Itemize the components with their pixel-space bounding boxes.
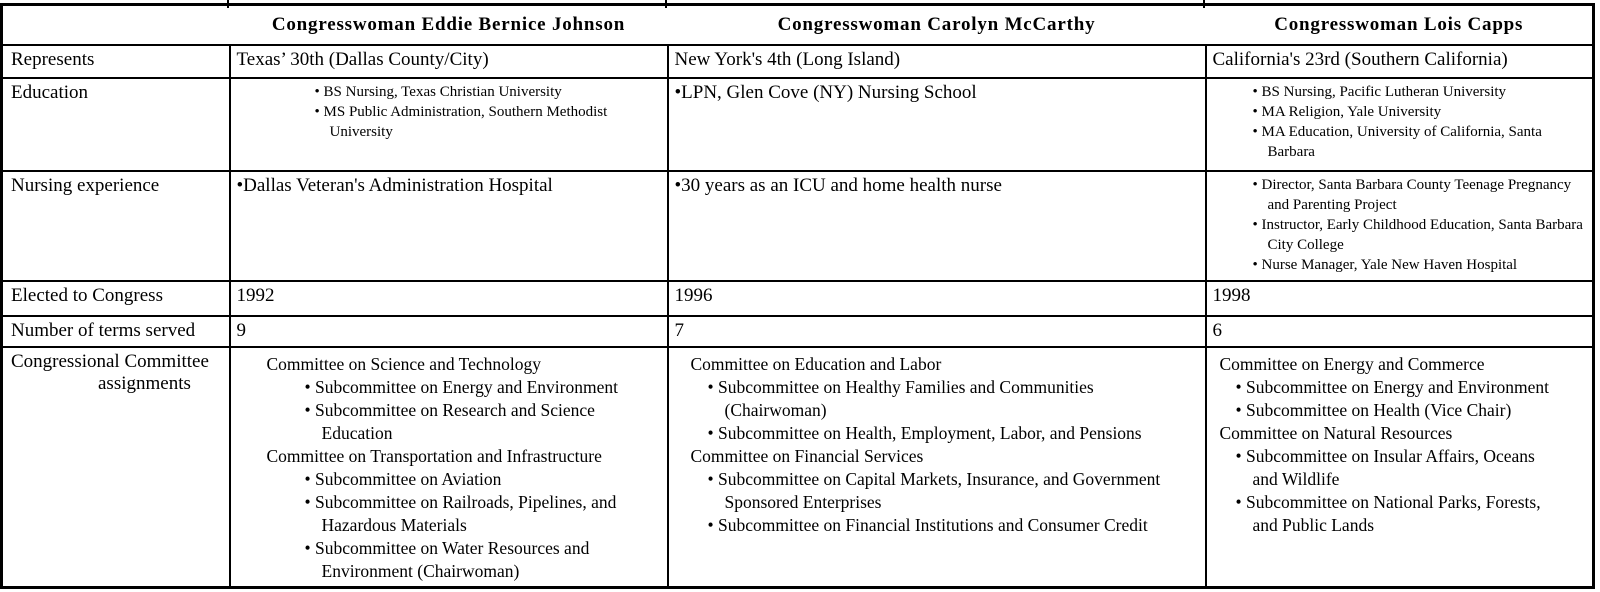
committee-name: Committee on Financial Services bbox=[690, 445, 924, 466]
row-committees bbox=[2, 347, 1594, 588]
top-border-tick bbox=[1203, 0, 1205, 8]
list-item: • Subcommittee on Healthy Families and Communities (Chairwoman) bbox=[708, 376, 1187, 422]
education-capps-list bbox=[1253, 82, 1587, 162]
row-terms bbox=[2, 316, 1594, 347]
list-item: • Dallas Veteran's Administration Hospital bbox=[237, 175, 661, 197]
terms-capps: 6 bbox=[1206, 316, 1594, 347]
nursing-johnson-list bbox=[237, 175, 661, 197]
list-item: • BS Nursing, Texas Christian University bbox=[315, 82, 661, 102]
list-item: • MS Public Administration, Southern Methodist University bbox=[315, 102, 661, 142]
header-johnson: Congresswoman Eddie Bernice Johnson bbox=[230, 5, 668, 45]
education-johnson bbox=[230, 78, 668, 171]
row-label-represents: Represents bbox=[2, 45, 230, 78]
committee-name: Committee on Science and Technology bbox=[266, 353, 541, 374]
header-empty-cell bbox=[2, 5, 230, 45]
list-item: • MA Education, University of California, Santa Barbara bbox=[1253, 122, 1583, 162]
subcommittee-list bbox=[1236, 376, 1587, 422]
committees-johnson bbox=[230, 347, 668, 588]
list-item: • Subcommittee on Railroads, Pipelines, and Hazardous Materials bbox=[305, 491, 658, 537]
nursing-mccarthy bbox=[668, 171, 1206, 281]
row-label-nursing: Nursing experience bbox=[2, 171, 230, 281]
elected-johnson: 1992 bbox=[230, 281, 668, 316]
committee-name: Committee on Natural Resources bbox=[1219, 422, 1453, 443]
list-item: • LPN, Glen Cove (NY) Nursing School bbox=[675, 82, 1199, 104]
list-item: • 30 years as an ICU and home health nurse bbox=[675, 175, 1199, 197]
row-elected bbox=[2, 281, 1594, 316]
congresswomen-comparison-table bbox=[0, 3, 1595, 589]
list-item: • BS Nursing, Pacific Lutheran University bbox=[1253, 82, 1583, 102]
row-label-education: Education bbox=[2, 78, 230, 171]
row-education bbox=[2, 78, 1594, 171]
list-item: • Subcommittee on Health (Vice Chair) bbox=[1236, 399, 1555, 422]
list-item: • Subcommittee on Aviation bbox=[305, 468, 658, 491]
row-represents bbox=[2, 45, 1594, 78]
list-item: • Instructor, Early Childhood Education, Santa Barbara City College bbox=[1253, 215, 1587, 255]
terms-mccarthy: 7 bbox=[668, 316, 1206, 347]
list-item: • Subcommittee on Financial Institutions and Consumer Credit bbox=[708, 514, 1187, 537]
list-item: • Subcommittee on Research and Science Education bbox=[305, 399, 658, 445]
subcommittee-list bbox=[1236, 445, 1587, 537]
list-item: • Subcommittee on Water Resources and Environment (Chairwoman) bbox=[305, 537, 658, 583]
elected-capps: 1998 bbox=[1206, 281, 1594, 316]
nursing-mccarthy-list bbox=[675, 175, 1199, 197]
header-capps: Congresswoman Lois Capps bbox=[1206, 5, 1594, 45]
represents-mccarthy: New York's 4th (Long Island) bbox=[668, 45, 1206, 78]
subcommittee-list bbox=[305, 468, 661, 583]
terms-johnson: 9 bbox=[230, 316, 668, 347]
list-item: • Subcommittee on Energy and Environment bbox=[1236, 376, 1555, 399]
top-border-tick bbox=[665, 0, 667, 8]
nursing-capps-list bbox=[1253, 175, 1587, 275]
education-capps bbox=[1206, 78, 1594, 171]
row-label-terms: Number of terms served bbox=[2, 316, 230, 347]
row-nursing-experience bbox=[2, 171, 1594, 281]
top-border-tick bbox=[227, 0, 229, 8]
committee-name: Committee on Transportation and Infrastructure bbox=[266, 445, 602, 466]
list-item: • Subcommittee on Health, Employment, Labor, and Pensions bbox=[708, 422, 1187, 445]
nursing-capps bbox=[1206, 171, 1594, 281]
represents-johnson: Texas’ 30th (Dallas County/City) bbox=[230, 45, 668, 78]
list-item: • Subcommittee on Capital Markets, Insurance, and Government Sponsored Enterprises bbox=[708, 468, 1187, 514]
subcommittee-list bbox=[305, 376, 661, 445]
list-item: • Subcommittee on Energy and Environment bbox=[305, 376, 658, 399]
row-label-elected: Elected to Congress bbox=[2, 281, 230, 316]
list-item: • MA Religion, Yale University bbox=[1253, 102, 1583, 122]
subcommittee-list bbox=[708, 468, 1199, 537]
list-item: • Subcommittee on Insular Affairs, Oceans and Wildlife bbox=[1236, 445, 1555, 491]
nursing-johnson bbox=[230, 171, 668, 281]
list-item: • Nurse Manager, Yale New Haven Hospital bbox=[1253, 255, 1587, 275]
committee-name: Committee on Education and Labor bbox=[690, 353, 942, 374]
subcommittee-list bbox=[708, 376, 1199, 445]
education-johnson-list bbox=[315, 82, 661, 142]
elected-mccarthy: 1996 bbox=[668, 281, 1206, 316]
row-label-committees: Congressional Committee assignments bbox=[2, 347, 230, 588]
committees-capps bbox=[1206, 347, 1594, 588]
list-item: • Subcommittee on National Parks, Forests, and Public Lands bbox=[1236, 491, 1555, 537]
header-row bbox=[2, 5, 1594, 45]
header-mccarthy: Congresswoman Carolyn McCarthy bbox=[668, 5, 1206, 45]
committee-name: Committee on Energy and Commerce bbox=[1219, 353, 1485, 374]
education-mccarthy-list bbox=[675, 82, 1199, 104]
represents-capps: California's 23rd (Southern California) bbox=[1206, 45, 1594, 78]
list-item: • Director, Santa Barbara County Teenage Pregnancy and Parenting Project bbox=[1253, 175, 1587, 215]
education-mccarthy bbox=[668, 78, 1206, 171]
committees-mccarthy bbox=[668, 347, 1206, 588]
